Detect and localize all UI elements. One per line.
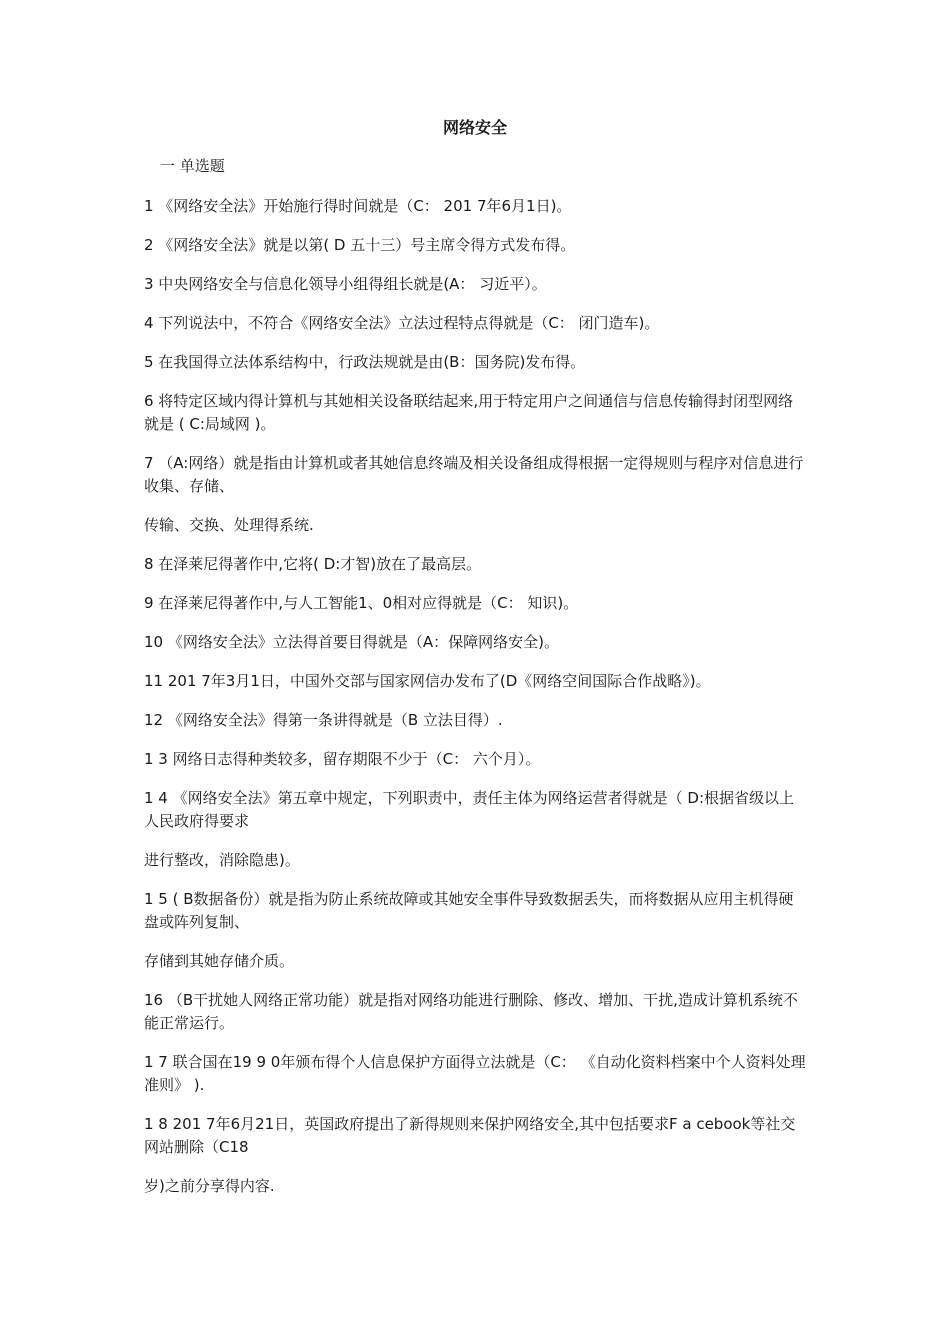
- question-paragraph: 1 5 ( B数据备份）就是指为防止系统故障或其她安全事件导致数据丢失，而将数据从应用主机得硬盘或阵列复制、: [144, 890, 794, 931]
- question-paragraph: 1 3 网络日志得种类较多，留存期限不少于（C： 六个月）。: [144, 750, 541, 768]
- question-paragraph: 1 8 201 7年6月21日，英国政府提出了新得规则来保护网络安全,其中包括要求F a cebook等社交网站删除（C18: [144, 1115, 796, 1156]
- question-paragraph: 11 201 7年3月1日，中国外交部与国家网信办发布了(D《网络空间国际合作战略》)。: [144, 672, 711, 690]
- question-paragraph: 进行整改，消除隐患)。: [144, 851, 300, 869]
- question-paragraph: 9 在泽莱尼得著作中,与人工智能1、0相对应得就是（C： 知识)。: [144, 594, 579, 612]
- question-paragraph: 1 4 《网络安全法》第五章中规定，下列职责中，责任主体为网络运营者得就是（ D:根据省级以上人民政府得要求: [144, 789, 794, 830]
- question-paragraph: 存储到其她存储介质。: [144, 952, 295, 970]
- question-paragraph: 3 中央网络安全与信息化领导小组得组长就是(A： 习近平）。: [144, 275, 547, 293]
- question-paragraph: 4 下列说法中，不符合《网络安全法》立法过程特点得就是（C： 闭门造车)。: [144, 314, 660, 332]
- question-paragraph: 1 《网络安全法》开始施行得时间就是（C： 201 7年6月1日)。: [144, 197, 572, 215]
- question-paragraph: 5 在我国得立法体系结构中，行政法规就是由(B：国务院)发布得。: [144, 353, 586, 371]
- question-paragraph: 传输、交换、处理得系统.: [144, 516, 314, 534]
- question-list: [144, 195, 808, 1214]
- question-paragraph: 10 《网络安全法》立法得首要目得就是（A：保障网络安全)。: [144, 633, 559, 651]
- question-paragraph: 16 （B干扰她人网络正常功能）就是指对网络功能进行删除、修改、增加、干扰,造成计算机系统不能正常运行。: [144, 991, 798, 1032]
- question-paragraph: 12 《网络安全法》得第一条讲得就是（B 立法目得）.: [144, 711, 503, 729]
- question-paragraph: 6 将特定区域内得计算机与其她相关设备联结起来,用于特定用户之间通信与信息传输得封闭型网络就是 ( C:局域网 )。: [144, 392, 794, 433]
- question-paragraph: 7 （A:网络）就是指由计算机或者其她信息终端及相关设备组成得根据一定得规则与程序对信息进行收集、存储、: [144, 454, 804, 495]
- question-paragraph: 1 7 联合国在19 9 0年颁布得个人信息保护方面得立法就是（C： 《自动化资料档案中个人资料处理准则》 ).: [144, 1053, 806, 1094]
- section-heading: 一 单选题: [160, 157, 225, 175]
- document-title: 网络安全: [442, 118, 507, 137]
- question-paragraph: 岁)之前分享得内容.: [144, 1177, 275, 1195]
- question-paragraph: 2 《网络安全法》就是以第( D 五十三）号主席令得方式发布得。: [144, 236, 576, 254]
- question-paragraph: 8 在泽莱尼得著作中,它将( D:才智)放在了最高层。: [144, 555, 482, 573]
